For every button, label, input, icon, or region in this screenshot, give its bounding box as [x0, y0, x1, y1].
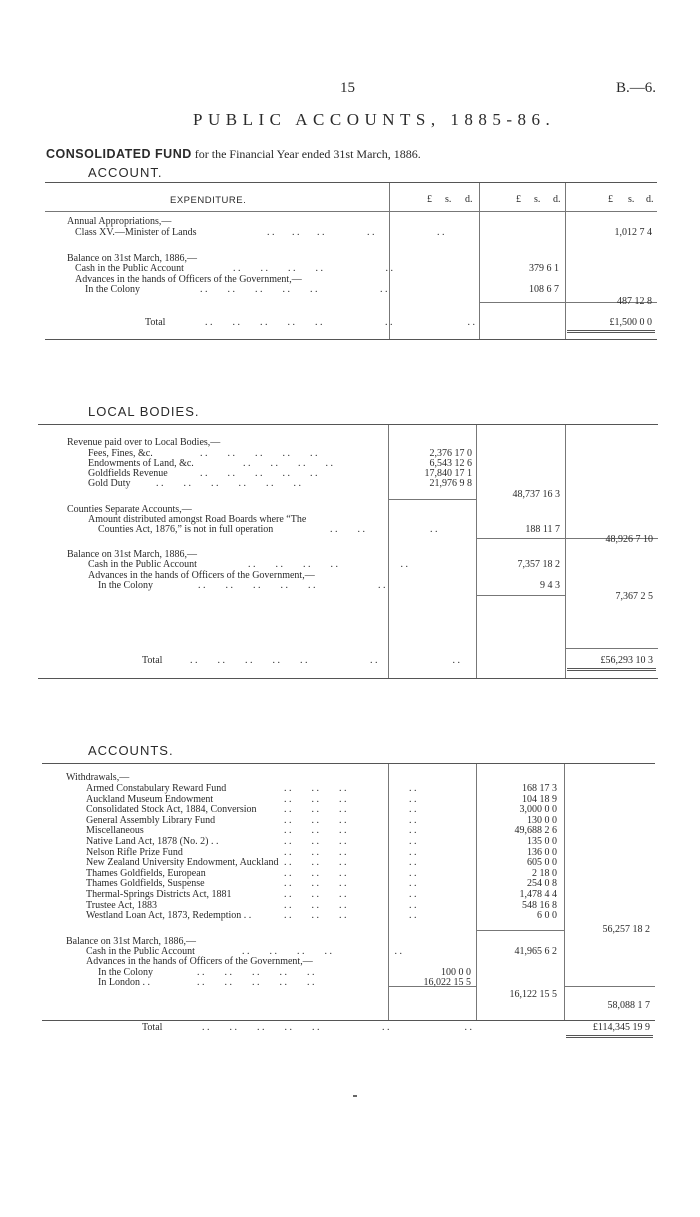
accounts-table	[42, 763, 655, 1033]
amount: 16,122 15 5	[509, 989, 557, 1000]
leader-dots: . . . . . . . . . .	[233, 263, 393, 274]
local-line: Endowments of Land, &c.	[88, 458, 194, 469]
account-line: Advances in the hands of Officers of the Government,—	[75, 274, 302, 285]
leader-dots: . . . . . . . .	[284, 804, 417, 816]
amount: 48,926 7 10	[605, 534, 653, 545]
withdrawal-amount: 605 0 0	[527, 857, 557, 869]
pence-header: d.	[465, 194, 473, 205]
withdrawal-label: General Assembly Library Fund	[86, 814, 216, 826]
leader-dots: . . . . . . . . . .	[248, 559, 408, 570]
leader-dots: . . . . . . . . . .	[197, 967, 315, 978]
leader-dots: . . . . . . . .	[284, 783, 417, 794]
withdrawal-label: Armed Constabulary Reward Fund	[86, 783, 227, 794]
expenditure-heading: EXPENDITURE.	[170, 195, 247, 206]
leader-dots: . . . . . . . . . . . .	[156, 478, 301, 489]
amount: 56,257 18 2	[602, 924, 650, 935]
local-line: Gold Duty	[88, 478, 131, 489]
account-line: Class XV.—Minister of Lands	[75, 227, 197, 238]
leader-dots: . . . . . . . .	[284, 878, 417, 890]
withdrawal-amount: 130 0 0	[527, 814, 557, 826]
amount: 58,088 1 7	[607, 1000, 650, 1011]
leader-dots: . . . . . . . . . . . . . .	[202, 1022, 472, 1033]
document-reference: B.—6.	[616, 80, 657, 96]
amount: 100 0 0	[441, 967, 471, 978]
withdrawal-label: Auckland Museum Endowment	[86, 793, 214, 805]
local-bodies-table	[38, 424, 658, 679]
amount: 7,367 2 5	[615, 591, 653, 602]
leader-dots: . . . . . . . .	[284, 836, 417, 847]
amount: 17,840 17 1	[424, 468, 472, 479]
amount: 1,012 7 4	[614, 227, 652, 238]
account-line: Cash in the Public Account	[75, 263, 184, 274]
shilling-header: s.	[445, 194, 452, 205]
accounts-line: Balance on 31st March, 1886,—	[66, 936, 196, 947]
withdrawal-amount: 136 0 0	[527, 846, 557, 858]
account-heading: ACCOUNT.	[88, 165, 163, 180]
withdrawal-amount: 3,000 0 0	[519, 804, 557, 816]
withdrawal-amount: 6 0 0	[537, 910, 557, 922]
withdrawal-amount: 1,478 4 4	[519, 889, 557, 900]
total-label: Total	[142, 1022, 163, 1033]
total-amount: £56,293 10 3	[600, 655, 653, 666]
amount: 6,543 12 6	[429, 458, 472, 469]
amount: 108 6 7	[529, 284, 559, 295]
local-line: Amount distributed amongst Road Boards where “The	[88, 514, 307, 525]
leader-dots: . . . . . . . . . .	[200, 468, 318, 479]
pound-header: £	[427, 194, 432, 205]
shilling-header: s.	[534, 194, 541, 205]
page-title: PUBLIC ACCOUNTS, 1885-86.	[193, 110, 556, 129]
total-label: Total	[145, 317, 166, 328]
account-line: In the Colony	[85, 284, 140, 295]
leader-dots: . . . . . . . .	[284, 910, 417, 922]
account-line: Annual Appropriations,—	[67, 216, 172, 227]
leader-dots: . . . . . . . . . .	[267, 227, 445, 238]
leader-dots: . . . . . . . .	[284, 889, 417, 900]
amount: 2,376 17 0	[429, 448, 472, 459]
local-line: Counties Act, 1876,” is not in full operation	[98, 524, 274, 535]
leader-dots: . . . . . . . .	[284, 814, 417, 826]
withdrawal-amount: 254 0 8	[527, 878, 557, 890]
withdrawal-amount: 49,688 2 6	[514, 825, 557, 837]
withdrawal-amount: 135 0 0	[527, 836, 557, 847]
withdrawal-label: Thermal-Springs Districts Act, 1881	[86, 889, 232, 900]
amount: 188 11 7	[525, 524, 560, 535]
leader-dots: . . . . . . . .	[243, 458, 333, 469]
pence-header: d.	[646, 194, 654, 205]
amount: 21,976 9 8	[429, 478, 472, 489]
fund-name: CONSOLIDATED FUND	[46, 147, 192, 161]
shilling-header: s.	[628, 194, 635, 205]
withdrawal-label: New Zealand University Endowment, Auckland	[86, 857, 279, 869]
local-line: Advances in the hands of Officers of the Government,—	[88, 570, 315, 581]
withdrawal-label: Thames Goldfields, Suspense	[86, 878, 205, 890]
leader-dots: . . . . . . . .	[284, 857, 417, 869]
local-line: Fees, Fines, &c.	[88, 448, 153, 459]
leader-dots: . . . . . . . .	[284, 793, 417, 805]
amount: 41,965 6 2	[514, 946, 557, 957]
withdrawal-amount: 104 18 9	[522, 793, 557, 805]
leader-dots: . . . . . .	[330, 524, 438, 535]
accounts-line: In the Colony	[98, 967, 153, 978]
local-line: Revenue paid over to Local Bodies,—	[67, 437, 221, 448]
accounts-heading: ACCOUNTS.	[88, 743, 174, 758]
pence-header: d.	[553, 194, 561, 205]
account-table	[45, 182, 657, 340]
withdrawal-label: Trustee Act, 1883	[86, 899, 158, 911]
amount: 7,357 18 2	[517, 559, 560, 570]
accounts-line: In London . .	[98, 977, 150, 988]
leader-dots: . . . . . . . .	[284, 867, 417, 879]
fund-line	[46, 147, 421, 162]
leader-dots: . . . . . . . . . .	[242, 946, 402, 957]
amount: 9 4 3	[540, 580, 560, 591]
withdrawal-amount: 168 17 3	[522, 783, 557, 794]
leader-dots: . . . . . . . . . . . .	[198, 580, 386, 591]
withdrawal-label: Thames Goldfields, European	[86, 867, 206, 879]
leader-dots: . . . . . . . . . . . . . .	[190, 655, 460, 666]
leader-dots: . . . . . . . . . .	[200, 448, 318, 459]
local-line: In the Colony	[98, 580, 153, 591]
withdrawal-label: Westland Loan Act, 1873, Redemption . .	[86, 910, 252, 922]
local-line: Cash in the Public Account	[88, 559, 197, 570]
withdrawal-amount: 548 16 8	[522, 899, 557, 911]
leader-dots: . . . . . . . . . . . .	[200, 284, 388, 295]
amount: 48,737 16 3	[512, 489, 560, 500]
accounts-line: Cash in the Public Account	[86, 946, 195, 957]
leader-dots: . . . . . . . . . .	[197, 977, 315, 988]
fund-period: for the Financial Year ended 31st March, 1886.	[194, 147, 421, 161]
pound-header: £	[516, 194, 521, 205]
page-number: 15	[340, 80, 355, 96]
withdrawal-amount: 2 18 0	[532, 867, 557, 879]
withdrawal-label: Miscellaneous	[86, 825, 144, 837]
local-bodies-heading: LOCAL BODIES.	[88, 404, 200, 419]
leader-dots: . . . . . . . .	[284, 899, 417, 911]
amount: 379 6 1	[529, 263, 559, 274]
total-amount: £114,345 19 9	[592, 1022, 650, 1033]
total-label: Total	[142, 655, 163, 666]
leader-dots: . . . . . . . .	[284, 846, 417, 858]
withdrawal-label: Consolidated Stock Act, 1884, Conversion	[86, 804, 257, 816]
accounts-line: Advances in the hands of Officers of the Government,—	[86, 956, 313, 967]
local-line: Counties Separate Accounts,—	[67, 504, 192, 515]
total-amount: £1,500 0 0	[609, 317, 652, 328]
amount: 16,022 15 5	[423, 977, 471, 988]
local-line: Balance on 31st March, 1886,—	[67, 549, 197, 560]
leader-dots: . . . . . . . . . . . . . .	[205, 317, 475, 328]
local-line: Goldfields Revenue	[88, 468, 168, 479]
leader-dots: . . . . . . . .	[284, 825, 417, 837]
pound-header: £	[608, 194, 613, 205]
withdrawals-label: Withdrawals,—	[66, 772, 130, 783]
amount: 487 12 8	[617, 296, 652, 307]
account-line: Balance on 31st March, 1886,—	[67, 253, 197, 264]
withdrawal-label: Nelson Rifle Prize Fund	[86, 846, 183, 858]
withdrawal-label: Native Land Act, 1878 (No. 2) . .	[86, 836, 219, 847]
